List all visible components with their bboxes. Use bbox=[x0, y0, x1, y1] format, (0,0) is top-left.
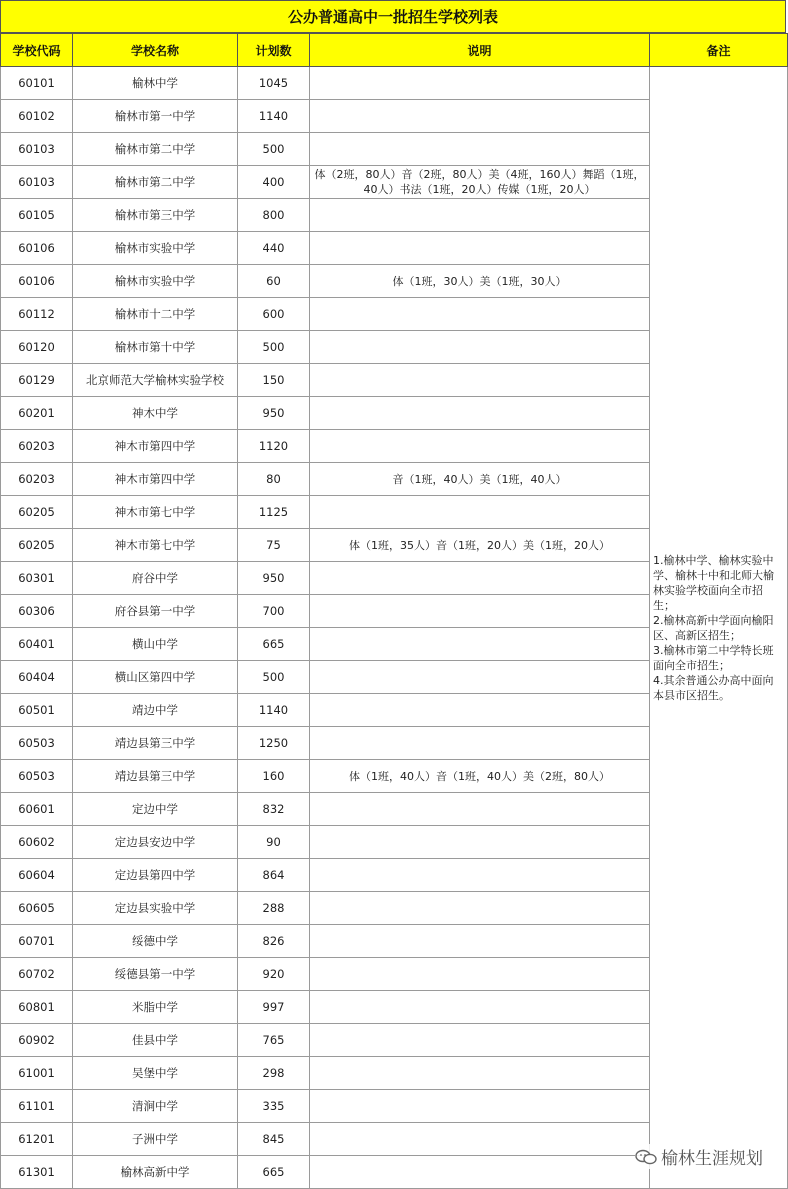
cell-plan-count: 765 bbox=[238, 1024, 310, 1057]
cell-school-code: 60106 bbox=[1, 232, 73, 265]
cell-plan-count: 400 bbox=[238, 166, 310, 199]
cell-note: 体（2班，80人）音（2班，80人）美（4班，160人）舞蹈（1班，40人）书法（1班，20人）传媒（1班，20人） bbox=[310, 166, 650, 199]
cell-school-code: 61201 bbox=[1, 1123, 73, 1156]
table-header-row bbox=[1, 34, 788, 67]
header-note: 说明 bbox=[310, 34, 650, 67]
cell-plan-count: 500 bbox=[238, 331, 310, 364]
cell-note: 体（1班，40人）音（1班，40人）美（2班，80人） bbox=[310, 760, 650, 793]
cell-school-code: 60401 bbox=[1, 628, 73, 661]
cell-school-name: 榆林市第二中学 bbox=[73, 166, 238, 199]
cell-school-name: 榆林市第十中学 bbox=[73, 331, 238, 364]
cell-school-code: 60301 bbox=[1, 562, 73, 595]
cell-school-code: 60601 bbox=[1, 793, 73, 826]
cell-school-name: 榆林高新中学 bbox=[73, 1156, 238, 1189]
cell-plan-count: 298 bbox=[238, 1057, 310, 1090]
cell-note: 音（1班，40人）美（1班，40人） bbox=[310, 463, 650, 496]
cell-note bbox=[310, 430, 650, 463]
cell-plan-count: 160 bbox=[238, 760, 310, 793]
cell-school-name: 米脂中学 bbox=[73, 991, 238, 1024]
cell-note bbox=[310, 331, 650, 364]
cell-school-name: 横山区第四中学 bbox=[73, 661, 238, 694]
cell-plan-count: 75 bbox=[238, 529, 310, 562]
cell-school-code: 60106 bbox=[1, 265, 73, 298]
cell-note bbox=[310, 67, 650, 100]
cell-school-name: 榆林市实验中学 bbox=[73, 232, 238, 265]
cell-note bbox=[310, 694, 650, 727]
cell-note bbox=[310, 133, 650, 166]
cell-school-code: 60801 bbox=[1, 991, 73, 1024]
cell-note bbox=[310, 595, 650, 628]
cell-school-name: 榆林市第三中学 bbox=[73, 199, 238, 232]
cell-note bbox=[310, 727, 650, 760]
cell-school-code: 60112 bbox=[1, 298, 73, 331]
cell-note bbox=[310, 628, 650, 661]
cell-plan-count: 665 bbox=[238, 1156, 310, 1189]
cell-school-name: 府谷县第一中学 bbox=[73, 595, 238, 628]
cell-school-name: 子洲中学 bbox=[73, 1123, 238, 1156]
cell-plan-count: 500 bbox=[238, 661, 310, 694]
cell-plan-count: 600 bbox=[238, 298, 310, 331]
cell-school-name: 清涧中学 bbox=[73, 1090, 238, 1123]
cell-plan-count: 950 bbox=[238, 397, 310, 430]
cell-plan-count: 920 bbox=[238, 958, 310, 991]
cell-school-name: 定边县第四中学 bbox=[73, 859, 238, 892]
cell-note bbox=[310, 298, 650, 331]
cell-note bbox=[310, 199, 650, 232]
cell-plan-count: 1045 bbox=[238, 67, 310, 100]
cell-school-name: 佳县中学 bbox=[73, 1024, 238, 1057]
cell-note: 体（1班，35人）音（1班，20人）美（1班，20人） bbox=[310, 529, 650, 562]
table-row bbox=[1, 67, 788, 100]
cell-school-code: 61301 bbox=[1, 1156, 73, 1189]
cell-school-code: 60203 bbox=[1, 463, 73, 496]
cell-plan-count: 335 bbox=[238, 1090, 310, 1123]
cell-plan-count: 700 bbox=[238, 595, 310, 628]
cell-school-code: 60103 bbox=[1, 133, 73, 166]
wechat-icon bbox=[635, 1149, 657, 1165]
cell-remark bbox=[650, 67, 788, 1189]
cell-plan-count: 1140 bbox=[238, 694, 310, 727]
cell-school-code: 60306 bbox=[1, 595, 73, 628]
cell-school-name: 神木市第四中学 bbox=[73, 463, 238, 496]
cell-note bbox=[310, 859, 650, 892]
cell-school-code: 60701 bbox=[1, 925, 73, 958]
cell-school-code: 60103 bbox=[1, 166, 73, 199]
cell-school-code: 60102 bbox=[1, 100, 73, 133]
cell-school-code: 60404 bbox=[1, 661, 73, 694]
cell-school-name: 横山中学 bbox=[73, 628, 238, 661]
cell-plan-count: 288 bbox=[238, 892, 310, 925]
cell-note bbox=[310, 562, 650, 595]
cell-plan-count: 826 bbox=[238, 925, 310, 958]
cell-plan-count: 845 bbox=[238, 1123, 310, 1156]
cell-plan-count: 80 bbox=[238, 463, 310, 496]
cell-school-code: 60501 bbox=[1, 694, 73, 727]
cell-school-name: 神木市第七中学 bbox=[73, 496, 238, 529]
table-body bbox=[1, 67, 788, 1189]
cell-school-code: 60503 bbox=[1, 727, 73, 760]
cell-school-name: 榆林市十二中学 bbox=[73, 298, 238, 331]
cell-school-code: 60702 bbox=[1, 958, 73, 991]
cell-school-code: 61101 bbox=[1, 1090, 73, 1123]
header-remark: 备注 bbox=[650, 34, 788, 67]
header-school-code: 学校代码 bbox=[1, 34, 73, 67]
cell-plan-count: 1250 bbox=[238, 727, 310, 760]
cell-school-code: 60604 bbox=[1, 859, 73, 892]
cell-school-code: 60205 bbox=[1, 496, 73, 529]
cell-plan-count: 665 bbox=[238, 628, 310, 661]
cell-note bbox=[310, 1090, 650, 1123]
cell-plan-count: 1125 bbox=[238, 496, 310, 529]
cell-plan-count: 60 bbox=[238, 265, 310, 298]
cell-note bbox=[310, 991, 650, 1024]
cell-note bbox=[310, 661, 650, 694]
cell-school-code: 60203 bbox=[1, 430, 73, 463]
cell-school-name: 绥德中学 bbox=[73, 925, 238, 958]
page-title: 公办普通高中一批招生学校列表 bbox=[0, 0, 786, 33]
cell-plan-count: 440 bbox=[238, 232, 310, 265]
cell-school-code: 60129 bbox=[1, 364, 73, 397]
cell-school-name: 榆林市实验中学 bbox=[73, 265, 238, 298]
cell-plan-count: 864 bbox=[238, 859, 310, 892]
cell-plan-count: 800 bbox=[238, 199, 310, 232]
cell-plan-count: 997 bbox=[238, 991, 310, 1024]
cell-school-name: 定边县实验中学 bbox=[73, 892, 238, 925]
cell-school-code: 60105 bbox=[1, 199, 73, 232]
cell-plan-count: 1140 bbox=[238, 100, 310, 133]
cell-school-name: 绥德县第一中学 bbox=[73, 958, 238, 991]
cell-note bbox=[310, 793, 650, 826]
watermark bbox=[635, 1144, 763, 1169]
cell-note bbox=[310, 826, 650, 859]
cell-note: 体（1班，30人）美（1班，30人） bbox=[310, 265, 650, 298]
cell-school-code: 60205 bbox=[1, 529, 73, 562]
remark-line: 3.榆林市第二中学特长班面向全市招生； bbox=[653, 643, 774, 672]
cell-school-code: 60101 bbox=[1, 67, 73, 100]
cell-school-code: 60602 bbox=[1, 826, 73, 859]
cell-school-name: 北京师范大学榆林实验学校 bbox=[73, 364, 238, 397]
cell-note bbox=[310, 892, 650, 925]
cell-school-code: 60201 bbox=[1, 397, 73, 430]
cell-school-name: 神木市第七中学 bbox=[73, 529, 238, 562]
school-table bbox=[0, 33, 788, 1189]
cell-school-code: 60605 bbox=[1, 892, 73, 925]
cell-school-code: 61001 bbox=[1, 1057, 73, 1090]
cell-school-name: 定边县安边中学 bbox=[73, 826, 238, 859]
cell-school-name: 靖边县第三中学 bbox=[73, 727, 238, 760]
watermark-text: 榆林生涯规划 bbox=[661, 1149, 763, 1169]
cell-note bbox=[310, 364, 650, 397]
cell-school-code: 60902 bbox=[1, 1024, 73, 1057]
cell-school-name: 靖边中学 bbox=[73, 694, 238, 727]
cell-school-name: 榆林市第二中学 bbox=[73, 133, 238, 166]
cell-plan-count: 950 bbox=[238, 562, 310, 595]
cell-plan-count: 832 bbox=[238, 793, 310, 826]
cell-school-code: 60120 bbox=[1, 331, 73, 364]
cell-note bbox=[310, 100, 650, 133]
cell-plan-count: 1120 bbox=[238, 430, 310, 463]
cell-school-name: 吴堡中学 bbox=[73, 1057, 238, 1090]
cell-school-name: 榆林中学 bbox=[73, 67, 238, 100]
cell-note bbox=[310, 1156, 650, 1189]
cell-note bbox=[310, 397, 650, 430]
header-plan-count: 计划数 bbox=[238, 34, 310, 67]
cell-plan-count: 150 bbox=[238, 364, 310, 397]
cell-plan-count: 500 bbox=[238, 133, 310, 166]
cell-note bbox=[310, 1024, 650, 1057]
cell-note bbox=[310, 496, 650, 529]
cell-school-code: 60503 bbox=[1, 760, 73, 793]
cell-note bbox=[310, 1123, 650, 1156]
cell-school-name: 神木中学 bbox=[73, 397, 238, 430]
cell-school-name: 定边中学 bbox=[73, 793, 238, 826]
cell-school-name: 榆林市第一中学 bbox=[73, 100, 238, 133]
remark-line: 1.榆林中学、榆林实验中学、榆林十中和北师大榆林实验学校面向全市招生； bbox=[653, 553, 774, 612]
cell-plan-count: 90 bbox=[238, 826, 310, 859]
cell-school-name: 府谷中学 bbox=[73, 562, 238, 595]
cell-note bbox=[310, 958, 650, 991]
cell-school-name: 靖边县第三中学 bbox=[73, 760, 238, 793]
cell-note bbox=[310, 1057, 650, 1090]
cell-note bbox=[310, 925, 650, 958]
cell-note bbox=[310, 232, 650, 265]
remark-line: 2.榆林高新中学面向榆阳区、高新区招生； bbox=[653, 613, 774, 642]
remark-line: 4.其余普通公办高中面向本县市区招生。 bbox=[653, 673, 774, 702]
cell-school-name: 神木市第四中学 bbox=[73, 430, 238, 463]
header-school-name: 学校名称 bbox=[73, 34, 238, 67]
